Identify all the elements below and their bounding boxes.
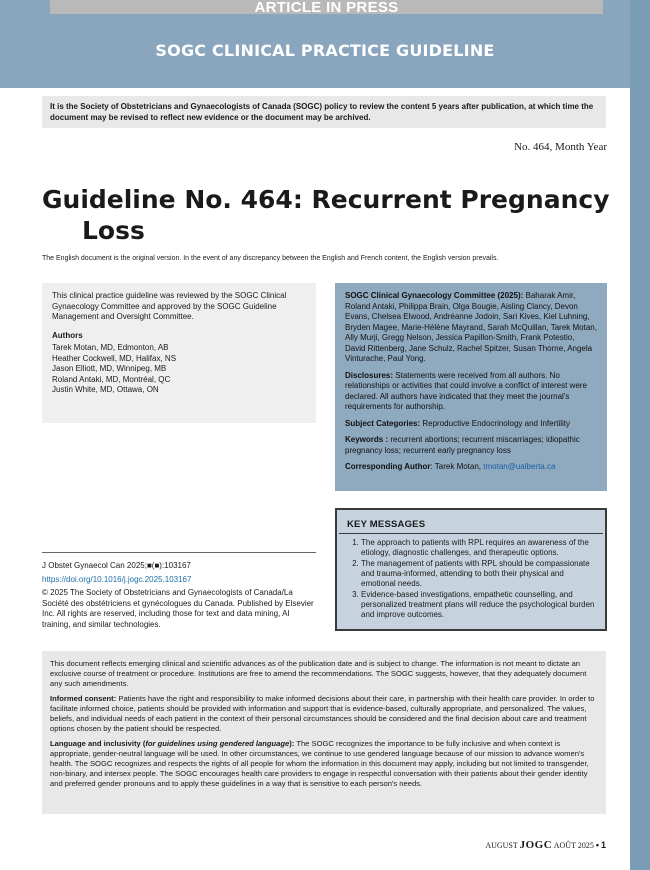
language-label-italic: for guidelines using gendered language: [145, 739, 290, 748]
review-text: This clinical practice guideline was reviewed by the SOGC Clinical Gynaecology Committee and approved by the SOGC Guideline Management and Oversight Committee.: [52, 291, 287, 321]
disclosures-text: Statements were received from all authors. No relationships or activities that could involve a conflict of interest were declared. All authors have indicated that they meet the journal's requirements for authorship.: [345, 370, 587, 411]
footer-month-fr: AOÛT 2025: [553, 841, 594, 850]
article-status-banner: ARTICLE IN PRESS: [50, 0, 603, 14]
review-box: [42, 283, 316, 423]
key-message: 3. Evidence-based investigations, empathetic counselling, and personalized treatment plans will reduce the psychological burden and improve outcomes.: [361, 590, 597, 620]
keywords-text: recurrent abortions; recurrent miscarriages; idiopathic pregnancy loss; recurrent early pregnancy loss: [345, 435, 580, 455]
journal-logo: JOGC: [519, 839, 553, 851]
author: Tarek Motan, MD, Edmonton, AB: [52, 343, 169, 352]
corresponding-name: : Tarek Motan,: [430, 462, 482, 471]
disclaimer-intro: This document reflects emerging clinical and scientific advances as of the publication date and is subject to change. The information is not meant to dictate an exclusive course of treatment or procedure. Institutions are free to amend the recommendations. The SOGC suggests, however, that they adequately document any such amendments.: [50, 659, 587, 688]
key-message: 2. The management of patients with RPL should be compassionate and trauma-informed, attending to both their physical and emotional needs.: [361, 559, 597, 589]
keywords-label: Keywords :: [345, 435, 389, 444]
copyright: © 2025 The Society of Obstetricians and Gynaecologists of Canada/La Société des obstétriciens et gynécologues du Canada. Published by Elsevier Inc. All rights are reserved, including those for text and data mining, AI training, and similar technologies.: [42, 588, 314, 629]
committee-list: Baharak Amir, Roland Antaki, Philippa Brain, Olga Bougie, Aisling Clancy, Devon Evans, Chelsea Elwood, Andréanne Jodoin, Sari Kives, Kiel Luhning, Bryden Magee, Marie-Hélène Mayrand, Sarah McQuillan, Tarek Motan, Ally Murji, Gregg Nelson, Jessica Papillon-Smith, Frank Potestio, David Rittenberg, Jane Schulz, Rachel Spitzer, Susan Thorne, Angela Vinturache, Paul Yong.: [345, 291, 597, 363]
page-number: 1: [600, 840, 606, 850]
key-messages-heading: KEY MESSAGES: [339, 510, 603, 534]
author: Jason Elliott, MD, Winnipeg, MB: [52, 364, 167, 373]
key-messages-box: [335, 508, 607, 631]
side-bar: [630, 0, 650, 870]
journal-citation: J Obstet Gynaecol Can 2025;■(■):103167: [42, 561, 191, 570]
language-inclusivity: [50, 739, 598, 789]
article-title: [42, 184, 612, 246]
doi-link[interactable]: https://doi.org/10.1016/j.jogc.2025.103167: [42, 574, 192, 584]
consent-text: Patients have the right and responsibility to make informed decisions about their care, in partnership with their health care provider. In order to facilitate informed choice, patients should be provided with information and support that is evidence-based, culturally appropriate, and personalized. The values, beliefs, and individual needs of each patient in the context of their personal circumstances should be considered and the final decision about care and treatment options chosen by the patient should be respected.: [50, 694, 595, 733]
authors-heading: Authors: [52, 330, 83, 340]
language-note: The English document is the original version. In the event of any discrepancy between the English and French content, the English version prevails.: [42, 255, 499, 262]
committee-members: [345, 291, 597, 365]
language-label-end: ):: [289, 739, 295, 748]
language-text: The SOGC recognizes the importance to be fully inclusive and when context is appropriate, gender-neutral language will be used. In other circumstances, we continue to use gendered language because of our mission to advance women's health. The SOGC recognizes and respects the rights of all people for whom the information in this document may apply, including but not limited to transgender, non-binary, and intersex people. The SOGC encourages health care providers to engage in respectful conversation with their patients about their gender identity and preferred gender pronouns and to apply these guidelines in a way that is sensitive to each person's needs.: [50, 739, 589, 788]
author: Heather Cockwell, MD, Halifax, NS: [52, 353, 177, 363]
corresponding-email-link[interactable]: tmotan@ualberta.ca: [483, 462, 556, 471]
issue-number: No. 464, Month Year: [514, 141, 607, 153]
subject-label: Subject Categories:: [345, 418, 421, 428]
page-footer: [485, 839, 606, 851]
citation-block: [42, 552, 316, 630]
keywords: [345, 435, 597, 456]
informed-consent: [50, 694, 598, 734]
author: Roland Antaki, MD, Montréal, QC: [52, 374, 171, 384]
language-label: [50, 739, 294, 748]
language-label-start: Language and inclusivity (: [50, 739, 146, 748]
disclosures: [345, 371, 597, 413]
disclosures-label: Disclosures:: [345, 370, 394, 380]
title-line-1: Guideline No. 464: Recurrent Pregnancy: [42, 185, 610, 214]
footer-month-en: AUGUST: [485, 841, 518, 850]
key-message: 1. The approach to patients with RPL requires an awareness of the etiology, diagnostic challenges, and therapeutic options.: [361, 538, 597, 558]
corresponding-label: Corresponding Author: [345, 462, 431, 471]
series-title: SOGC CLINICAL PRACTICE GUIDELINE: [155, 41, 495, 60]
subject-text: Reproductive Endocrinology and Infertility: [422, 418, 571, 428]
author: Justin White, MD, Ottawa, ON: [52, 385, 159, 394]
footer-bullet: •: [595, 840, 599, 850]
disclaimer-box: [42, 651, 606, 814]
subject-categories: [345, 419, 597, 430]
key-messages-list: [337, 538, 597, 620]
policy-notice: It is the Society of Obstetricians and Gynaecologists of Canada (SOGC) policy to review the content 5 years after publication, at which time the document may be revised to reflect new evidence or the document may be archived.: [42, 96, 606, 128]
consent-label: Informed consent:: [50, 694, 117, 703]
committee-heading: SOGC Clinical Gynaecology Committee (2025):: [345, 291, 524, 300]
corresponding-author: [345, 462, 597, 473]
committee-box: [335, 283, 607, 491]
title-line-2: Loss: [82, 216, 145, 245]
